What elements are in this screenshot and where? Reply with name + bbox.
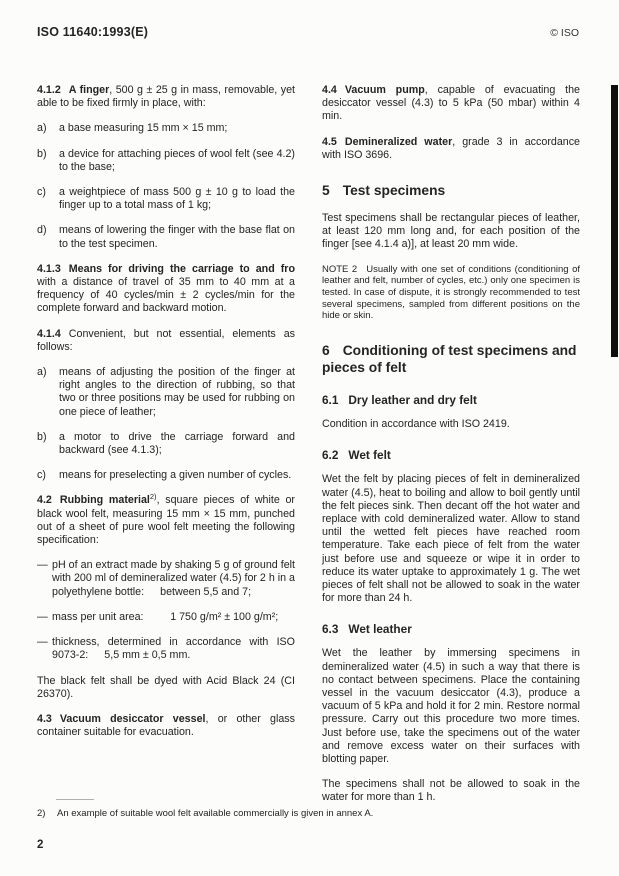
clause-number: 4.4: [322, 84, 337, 96]
page-header: [37, 25, 579, 39]
list-marker: c): [37, 186, 46, 199]
spec-list-item: [37, 559, 295, 599]
section-heading-6: [322, 342, 580, 376]
note-text: Usually with one set of conditions (conditioning of leather and felt, number of cycles, etc.) only one specimen is tested. In case of dispute, it is strongly recommended to test several specimens, sampled from different positions on the hide or skin.: [322, 263, 581, 322]
clause-4-5-paragraph: [322, 136, 580, 162]
list-item: [37, 224, 295, 250]
list-text: a motor to drive the carriage forward and backward (see 4.1.3);: [59, 430, 295, 457]
footnote-marker: 2): [37, 808, 46, 819]
clause-text: , capable of evacuating the desiccator vessel (4.3) to 5 kPa (50 mbar) within 4 min.: [322, 84, 581, 123]
list-item: [37, 148, 295, 174]
dash-marker: —: [37, 559, 48, 572]
copyright-notice: © ISO: [550, 27, 579, 39]
spec-text: thickness, determined in accordance with ISO 9073-2: 5,5 mm ± 0,5 mm.: [52, 636, 295, 662]
list-text: means of adjusting the position of the finger at right angles to the direction of rubbing, so that two or three positions may be used for rubbing on one piece of leather;: [59, 366, 295, 418]
list-marker: b): [37, 430, 47, 443]
dry-leather-paragraph: Condition in accordance with ISO 2419.: [322, 418, 510, 431]
wet-leather-paragraph: Wet the leather by immersing specimens in demineralized water (4.5) in such a way that there is no contact between specimens. Place the containing vessel in the vacuum desiccator (4.3), produce a vacuum of 5 kPa and hold it for 2 min. Restore normal pressure. Carry out this procedure two more times. Just before use, take the specimens out of the water and remove excess water on their surfaces with blotting paper.: [322, 647, 580, 765]
section-number: 5: [322, 183, 330, 199]
footnote: [37, 808, 582, 820]
scan-artifact-bar: [611, 85, 618, 357]
defined-term: Vacuum desiccator vessel: [59, 712, 206, 725]
clause-4-1-3-paragraph: [37, 263, 295, 316]
list-item: [37, 366, 295, 419]
section-title: Test specimens: [342, 183, 446, 199]
clause-text: with a distance of travel of 35 mm to 40 mm at a frequency of 40 cycles/min ± 2 cycles/min for the complete forward and backward motion.: [37, 276, 295, 315]
spec-list-item: [37, 611, 295, 624]
clause-text: , square pieces of white or black wool felt, measuring 15 mm × 15 mm, punched out of a sheet of pure wool felt meeting the following specification:: [37, 494, 295, 547]
list-marker: a): [37, 366, 47, 379]
subsection-number: 6.3: [322, 622, 339, 637]
clause-text: , 500 g ± 25 g in mass, removable, yet able to be fixed firmly in place, with:: [37, 84, 295, 110]
defined-term: A finger: [68, 84, 110, 96]
list-text: a device for attaching pieces of wool felt (see 4.2) to the base;: [59, 147, 295, 173]
list-marker: c): [37, 469, 46, 482]
clause-number: 4.1.3: [37, 262, 61, 275]
section-heading-5: [322, 182, 580, 199]
defined-term: Means for driving the carriage to and fro: [68, 262, 295, 275]
clause-4-1-4-paragraph: [37, 328, 295, 354]
subsection-title: Wet felt: [348, 448, 391, 463]
defined-term: Demineralized water: [344, 135, 453, 148]
clause-text: , grade 3 in accordance with ISO 3696.: [322, 135, 580, 161]
spec-text: pH of an extract made by shaking 5 g of ground felt with 200 ml of demineralized water (4.5) for 2 h in a polyethylene bottle: between 5,5 and 7;: [52, 559, 295, 598]
clause-4-2-paragraph: [37, 494, 295, 547]
footnote-divider: [56, 799, 94, 800]
subsection-heading-6-2: [322, 448, 580, 462]
test-specimens-paragraph: Test specimens shall be rectangular pieces of leather, at least 120 mm long and, for each position of the finger [see 4.1.4 a)], at least 20 mm wide.: [322, 212, 580, 251]
spec-text: mass per unit area: 1 750 g/m² ± 100 g/m²;: [52, 610, 279, 623]
list-marker: a): [37, 122, 47, 135]
clause-text: Convenient, but not essential, elements as follows:: [37, 327, 295, 353]
clause-text: , or other glass container suitable for evacuation.: [37, 712, 295, 739]
clause-number: 4.2: [37, 494, 52, 507]
wet-felt-paragraph: Wet the felt by placing pieces of felt in demineralized water (4.5), heat to boiling and allow to boil gently until the felt pieces sink. Then decant off the hot water and replace with cold demineralized water. Allow to stand until the wetted felt pieces have reached room temperature. Take each piece of felt from the water just before use and squeeze or wipe it in order to reduce its water uptake to approximately 1 g. The wet pieces of felt shall not be allowed to soak in the water for more than 24 h.: [322, 473, 580, 605]
clause-4-1-2-paragraph: [37, 84, 295, 110]
list-text: a weightpiece of mass 500 g ± 10 g to load the finger up to a total mass of 1 kg;: [59, 186, 295, 212]
subsection-number: 6.1: [322, 393, 339, 408]
footnote-text: An example of suitable wool felt available commercially is given in annex A.: [57, 808, 374, 819]
dash-marker: —: [37, 636, 48, 649]
spec-list-item: [37, 636, 295, 662]
subsection-heading-6-3: [322, 622, 580, 636]
note-paragraph: [322, 264, 580, 323]
list-item: [37, 431, 295, 457]
section-number: 6: [322, 343, 330, 359]
subsection-number: 6.2: [322, 448, 339, 463]
subsection-title: Wet leather: [348, 622, 412, 637]
left-column: [37, 84, 295, 751]
defined-term: Vacuum pump: [344, 84, 425, 96]
document-number: ISO 11640:1993(E): [37, 25, 149, 39]
black-felt-paragraph: The black felt shall be dyed with Acid Black 24 (CI 26370).: [37, 674, 295, 700]
subsection-heading-6-1: [322, 393, 580, 407]
clause-number: 4.3: [37, 712, 52, 725]
clause-number: 4.1.2: [37, 84, 61, 96]
clause-number: 4.5: [322, 135, 337, 148]
list-item: [37, 469, 295, 482]
soak-limit-paragraph: The specimens shall not be allowed to soak in the water for more than 1 h.: [322, 778, 580, 804]
list-marker: d): [37, 224, 47, 237]
clause-number: 4.1.4: [37, 327, 61, 340]
list-item: [37, 186, 295, 212]
list-text: means for preselecting a given number of cycles.: [59, 469, 292, 482]
right-column: [322, 84, 580, 817]
section-title: Conditioning of test specimens and pieces of felt: [322, 343, 577, 376]
page-number: 2: [37, 839, 44, 851]
subsection-title: Dry leather and dry felt: [348, 393, 477, 408]
list-text: means of lowering the finger with the base flat on to the test specimen.: [59, 224, 295, 250]
note-label: NOTE 2: [322, 263, 358, 275]
list-marker: b): [37, 147, 47, 160]
defined-term: Rubbing material: [59, 494, 150, 507]
clause-4-3-paragraph: [37, 713, 295, 739]
clause-4-4-paragraph: [322, 84, 580, 124]
footnote-reference: 2): [149, 492, 157, 502]
list-item: [37, 122, 295, 135]
list-text: a base measuring 15 mm × 15 mm;: [59, 122, 228, 135]
dash-marker: —: [37, 610, 48, 623]
